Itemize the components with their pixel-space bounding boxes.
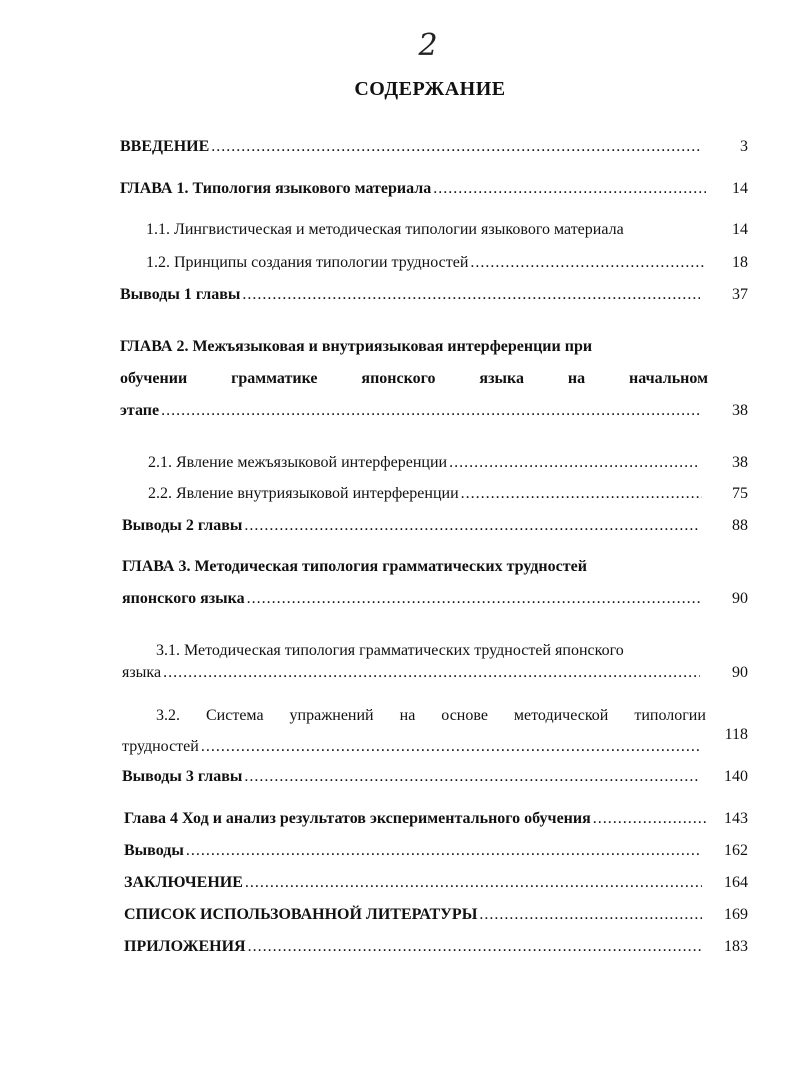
toc-entry-appendices[interactable] xyxy=(124,938,704,956)
dot-leader xyxy=(242,286,700,304)
toc-word: на xyxy=(567,370,586,387)
toc-label: ВВЕДЕНИЕ xyxy=(120,138,210,155)
toc-entry-chapter-1[interactable] xyxy=(120,180,708,198)
toc-entry-conclusions-2[interactable] xyxy=(122,517,702,535)
toc-label: Выводы 1 главы xyxy=(120,286,241,303)
toc-page: 14 xyxy=(732,221,748,238)
toc-page: 38 xyxy=(732,402,748,419)
toc-page: 37 xyxy=(732,286,748,303)
dot-leader xyxy=(211,138,700,156)
toc-page: 90 xyxy=(732,664,748,681)
toc-label: этапе xyxy=(120,402,160,419)
toc-label: Выводы xyxy=(124,842,184,859)
toc-label-line-1: 3.1. Методическая типология грамматических трудностей японского xyxy=(156,642,624,659)
toc-page: 75 xyxy=(732,485,748,502)
dot-leader xyxy=(244,517,700,535)
dot-leader xyxy=(593,810,706,828)
toc-page: 183 xyxy=(724,938,748,955)
toc-page: 90 xyxy=(732,590,748,607)
toc-label-line-3 xyxy=(120,402,702,420)
toc-word: 3.2. xyxy=(156,707,180,724)
dot-leader xyxy=(186,842,702,860)
toc-word: Система xyxy=(206,707,264,724)
toc-page: 118 xyxy=(724,726,748,743)
toc-entry-conclusion[interactable] xyxy=(124,874,704,892)
toc-word: на xyxy=(399,707,416,724)
toc-entry-conclusions-1[interactable] xyxy=(120,286,702,304)
toc-page: 14 xyxy=(732,180,748,197)
toc-word: обучении xyxy=(120,370,188,387)
dot-leader xyxy=(433,180,706,198)
toc-page: 162 xyxy=(724,842,748,859)
toc-label: Глава 4 Ход и анализ результатов экспериментального обучения xyxy=(124,810,591,827)
toc-page: 140 xyxy=(724,768,748,785)
toc-label-line-2 xyxy=(122,738,702,756)
toc-label-line-1: ГЛАВА 3. Методическая типология грамматических трудностей xyxy=(122,558,587,575)
toc-label: Выводы 3 главы xyxy=(122,768,243,785)
dot-leader xyxy=(248,938,702,956)
dot-leader xyxy=(479,906,702,924)
toc-label: трудностей xyxy=(122,738,199,755)
dot-leader xyxy=(163,664,700,682)
toc-entry-chapter-4[interactable] xyxy=(124,810,708,828)
toc-label: ГЛАВА 1. Типология языкового материала xyxy=(120,180,432,197)
toc-entry-conclusions-4[interactable] xyxy=(124,842,704,860)
toc-page: 164 xyxy=(724,874,748,891)
toc-label: 2.2. Явление внутриязыковой интерференции xyxy=(148,485,459,502)
toc-page: 3 xyxy=(740,138,748,155)
toc-word: основе xyxy=(441,707,488,724)
toc-entry-section-2-1[interactable] xyxy=(148,454,702,472)
toc-label: ПРИЛОЖЕНИЯ xyxy=(124,938,246,955)
toc-page: 88 xyxy=(732,517,748,534)
page-title: СОДЕРЖАНИЕ xyxy=(354,78,506,100)
toc-entry-section-2-2[interactable] xyxy=(148,485,704,503)
toc-entry-intro[interactable] xyxy=(120,138,702,156)
toc-label: языка xyxy=(122,664,162,681)
toc-label: Выводы 2 главы xyxy=(122,517,243,534)
toc-label: ГЛАВА 2. Межъязыковая и внутриязыковая интерференции при xyxy=(120,338,593,355)
toc-label-line-1 xyxy=(156,707,706,725)
toc-word: начальном xyxy=(629,370,708,387)
dot-leader xyxy=(245,874,702,892)
toc-page: 38 xyxy=(732,454,748,471)
toc-label: СПИСОК ИСПОЛЬЗОВАННОЙ ЛИТЕРАТУРЫ xyxy=(124,906,478,923)
toc-word: типологии xyxy=(634,707,706,724)
dot-leader xyxy=(449,454,700,472)
toc-label: 2.1. Явление межъязыковой интерференции xyxy=(148,454,448,471)
toc-label-line-2 xyxy=(122,664,702,682)
toc-entry-section-1-2[interactable] xyxy=(146,254,708,272)
toc-label: 1.2. Принципы создания типологии трудностей xyxy=(146,254,469,271)
toc-label-line-2 xyxy=(122,590,702,608)
dot-leader xyxy=(247,590,700,608)
dot-leader xyxy=(461,485,702,503)
dot-leader xyxy=(201,738,700,756)
toc-label: японского языка xyxy=(122,590,245,607)
toc-entry-references[interactable] xyxy=(124,906,704,924)
dot-leader xyxy=(161,402,700,420)
dot-leader xyxy=(244,768,700,786)
toc-label-line-2 xyxy=(120,370,708,388)
toc-label-line-1 xyxy=(120,338,708,356)
toc-page: 169 xyxy=(724,906,748,923)
toc-entry-section-1-1[interactable]: 1.1. Лингвистическая и методическая типологии языкового материала xyxy=(146,221,624,238)
toc-label: ЗАКЛЮЧЕНИЕ xyxy=(124,874,243,891)
dot-leader xyxy=(470,254,706,272)
toc-word: языка xyxy=(479,370,524,387)
handwritten-page-number: 2 xyxy=(418,28,438,63)
toc-word: грамматике xyxy=(231,370,318,387)
toc-word: упражнений xyxy=(289,707,374,724)
toc-page: 18 xyxy=(732,254,748,271)
toc-word: японского xyxy=(361,370,436,387)
toc-entry-conclusions-3[interactable] xyxy=(122,768,702,786)
toc-page: 143 xyxy=(724,810,748,827)
toc-word: методической xyxy=(513,707,609,724)
